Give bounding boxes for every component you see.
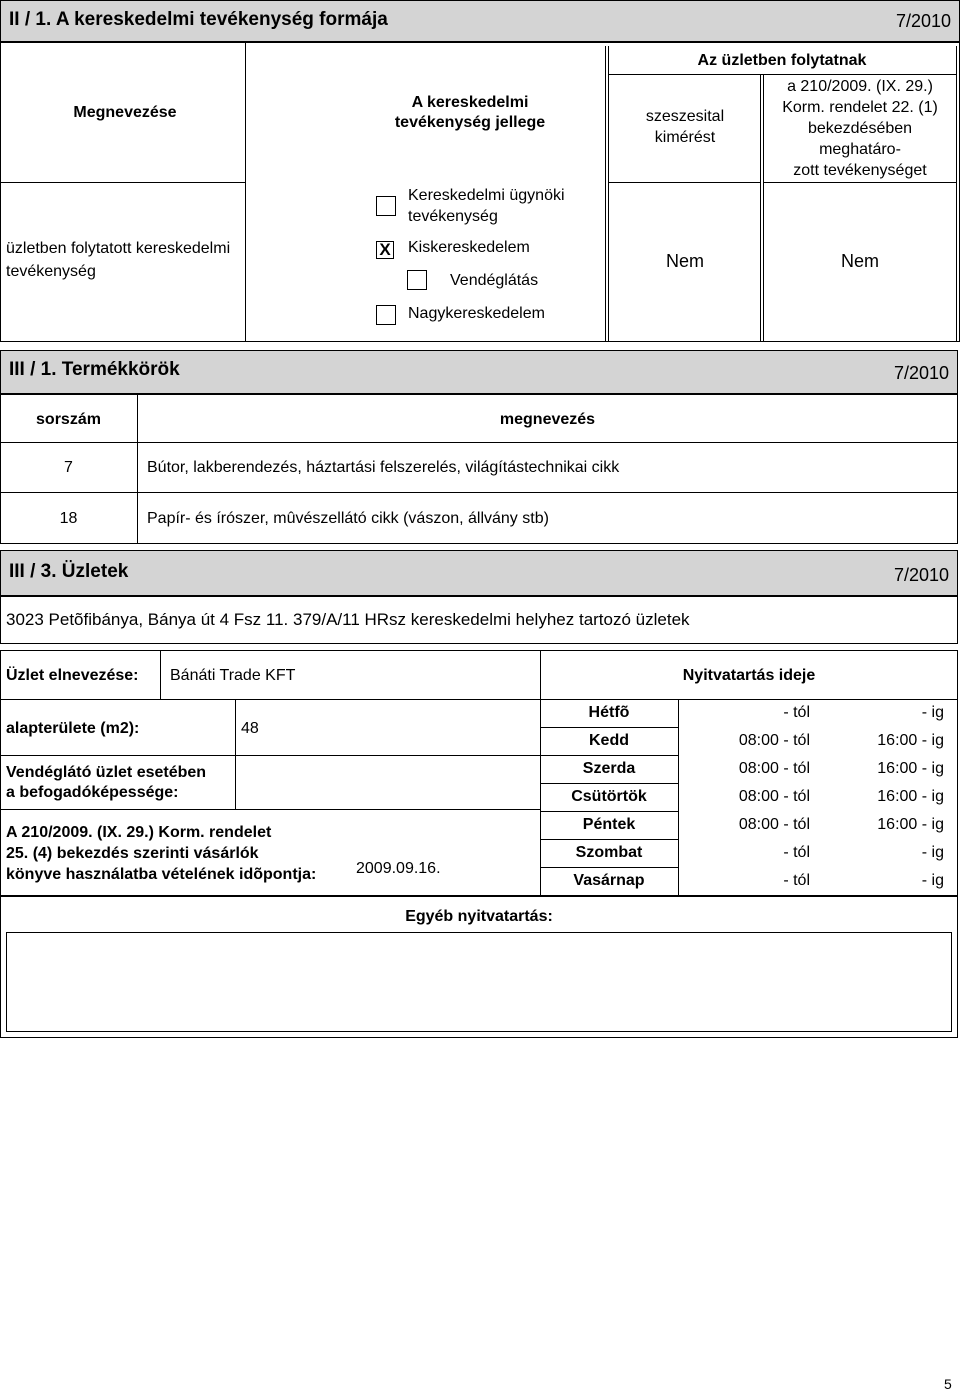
hours-to: - ig — [921, 704, 944, 721]
row-name-1: üzletben folytatott kereskedelmi — [6, 240, 231, 257]
hours-to: 16:00 - ig — [877, 816, 944, 833]
col-header-reg-1: a 210/2009. (IX. 29.) — [787, 78, 933, 95]
shop-address: 3023 Petõfibánya, Bánya út 4 Fsz 11. 379/A/11 HRsz kereskedelmi helyhez tartozó üzletek — [6, 610, 690, 629]
checkbox-wholesale[interactable] — [376, 305, 396, 325]
section-title: III / 3. Üzletek — [9, 561, 129, 582]
hours-from: 08:00 - tól — [738, 732, 810, 749]
area-value: 48 — [241, 720, 259, 737]
shop-name: Bánáti Trade KFT — [170, 667, 296, 684]
hours-from: 08:00 - tól — [738, 788, 810, 805]
complaint-book-date: 2009.09.16. — [356, 860, 441, 877]
complaint-book-label-1: A 210/2009. (IX. 29.) Korm. rendelet — [6, 824, 272, 841]
hours-to: 16:00 - ig — [877, 788, 944, 805]
hours-to: - ig — [921, 844, 944, 861]
option-retail: Kiskereskedelem — [408, 239, 530, 256]
row-name-2: tevékenység — [6, 263, 96, 280]
product-row-name: Papír- és írószer, mûvészellátó cikk (vászon, állvány stb) — [147, 510, 549, 527]
option-catering: Vendéglátás — [450, 272, 539, 289]
hours-row-divider — [540, 783, 678, 784]
other-hours-field[interactable] — [6, 932, 952, 1032]
product-row-name: Bútor, lakberendezés, háztartási felszerelés, világítástechnikai cikk — [147, 459, 620, 476]
section-year: 7/2010 — [893, 565, 949, 585]
col-header-name: Megnevezése — [73, 104, 177, 121]
hours-row-divider — [540, 867, 678, 868]
hours-row-divider — [540, 839, 678, 840]
col-header-type-1: A kereskedelmi — [411, 94, 529, 111]
page-number: 5 — [944, 1376, 952, 1392]
hours-day: Szerda — [582, 760, 636, 777]
section-header-shops — [0, 550, 958, 596]
checkbox-catering[interactable] — [407, 270, 427, 290]
section-header-activity-form — [0, 0, 960, 42]
hours-to: 16:00 - ig — [877, 732, 944, 749]
product-row-number: 18 — [59, 510, 78, 527]
hours-to: - ig — [921, 872, 944, 889]
col-header-product: megnevezés — [499, 411, 596, 428]
hours-day: Szombat — [575, 844, 643, 861]
col-header-group: Az üzletben folytatnak — [697, 52, 867, 69]
hours-row-divider — [540, 727, 678, 728]
hours-from: - tól — [783, 844, 810, 861]
section-header-product-groups — [0, 350, 958, 394]
shop-name-label: Üzlet elnevezése: — [6, 667, 139, 684]
alcohol-value: Nem — [665, 251, 704, 271]
hours-day: Kedd — [589, 732, 629, 749]
capacity-label-2: a befogadóképessége: — [6, 784, 179, 801]
hours-from: - tól — [783, 872, 810, 889]
section-title: III / 1. Termékkörök — [9, 359, 180, 380]
complaint-book-label-3: könyve használatba vételének idõpontja: — [6, 866, 317, 883]
hours-from: 08:00 - tól — [738, 760, 810, 777]
checkbox-retail[interactable]: X — [376, 241, 394, 259]
section-year: 7/2010 — [893, 363, 949, 383]
col-header-reg-4: meghatáro- — [819, 141, 901, 158]
other-hours-label: Egyéb nyitvatartás: — [405, 908, 553, 925]
capacity-label-1: Vendéglátó üzlet esetében — [6, 764, 207, 781]
hours-from: 08:00 - tól — [738, 816, 810, 833]
col-header-reg-5: zott tevékenységet — [793, 162, 927, 179]
product-row-number: 7 — [64, 459, 73, 476]
hours-row-divider — [540, 811, 678, 812]
hours-day: Csütörtök — [571, 788, 647, 805]
option-wholesale: Nagykereskedelem — [408, 305, 545, 322]
opening-hours-title: Nyitvatartás ideje — [682, 667, 816, 684]
hours-day: Vasárnap — [573, 872, 645, 889]
col-header-reg-2: Korm. rendelet 22. (1) — [782, 99, 938, 116]
col-header-type-2: tevékenység jellege — [394, 114, 546, 131]
hours-row-divider — [540, 755, 678, 756]
reg-activity-value: Nem — [840, 251, 879, 271]
col-header-alcohol-2: kimérést — [654, 129, 716, 146]
col-header-reg-3: bekezdésében — [807, 120, 913, 137]
col-header-number: sorszám — [36, 411, 101, 428]
col-header-alcohol-1: szeszesital — [645, 108, 725, 125]
hours-day: Hétfõ — [588, 704, 630, 721]
hours-day: Péntek — [582, 816, 636, 833]
checkbox-agent[interactable] — [376, 196, 396, 216]
option-agent-2: tevékenység — [408, 208, 498, 225]
option-agent-1: Kereskedelmi ügynöki — [408, 187, 565, 204]
hours-to: 16:00 - ig — [877, 760, 944, 777]
complaint-book-label-2: 25. (4) bekezdés szerinti vásárlók — [6, 845, 259, 862]
hours-from: - tól — [783, 704, 810, 721]
section-title: II / 1. A kereskedelmi tevékenység formája — [9, 9, 388, 30]
section-year: 7/2010 — [895, 11, 951, 31]
area-label: alapterülete (m2): — [6, 720, 140, 737]
